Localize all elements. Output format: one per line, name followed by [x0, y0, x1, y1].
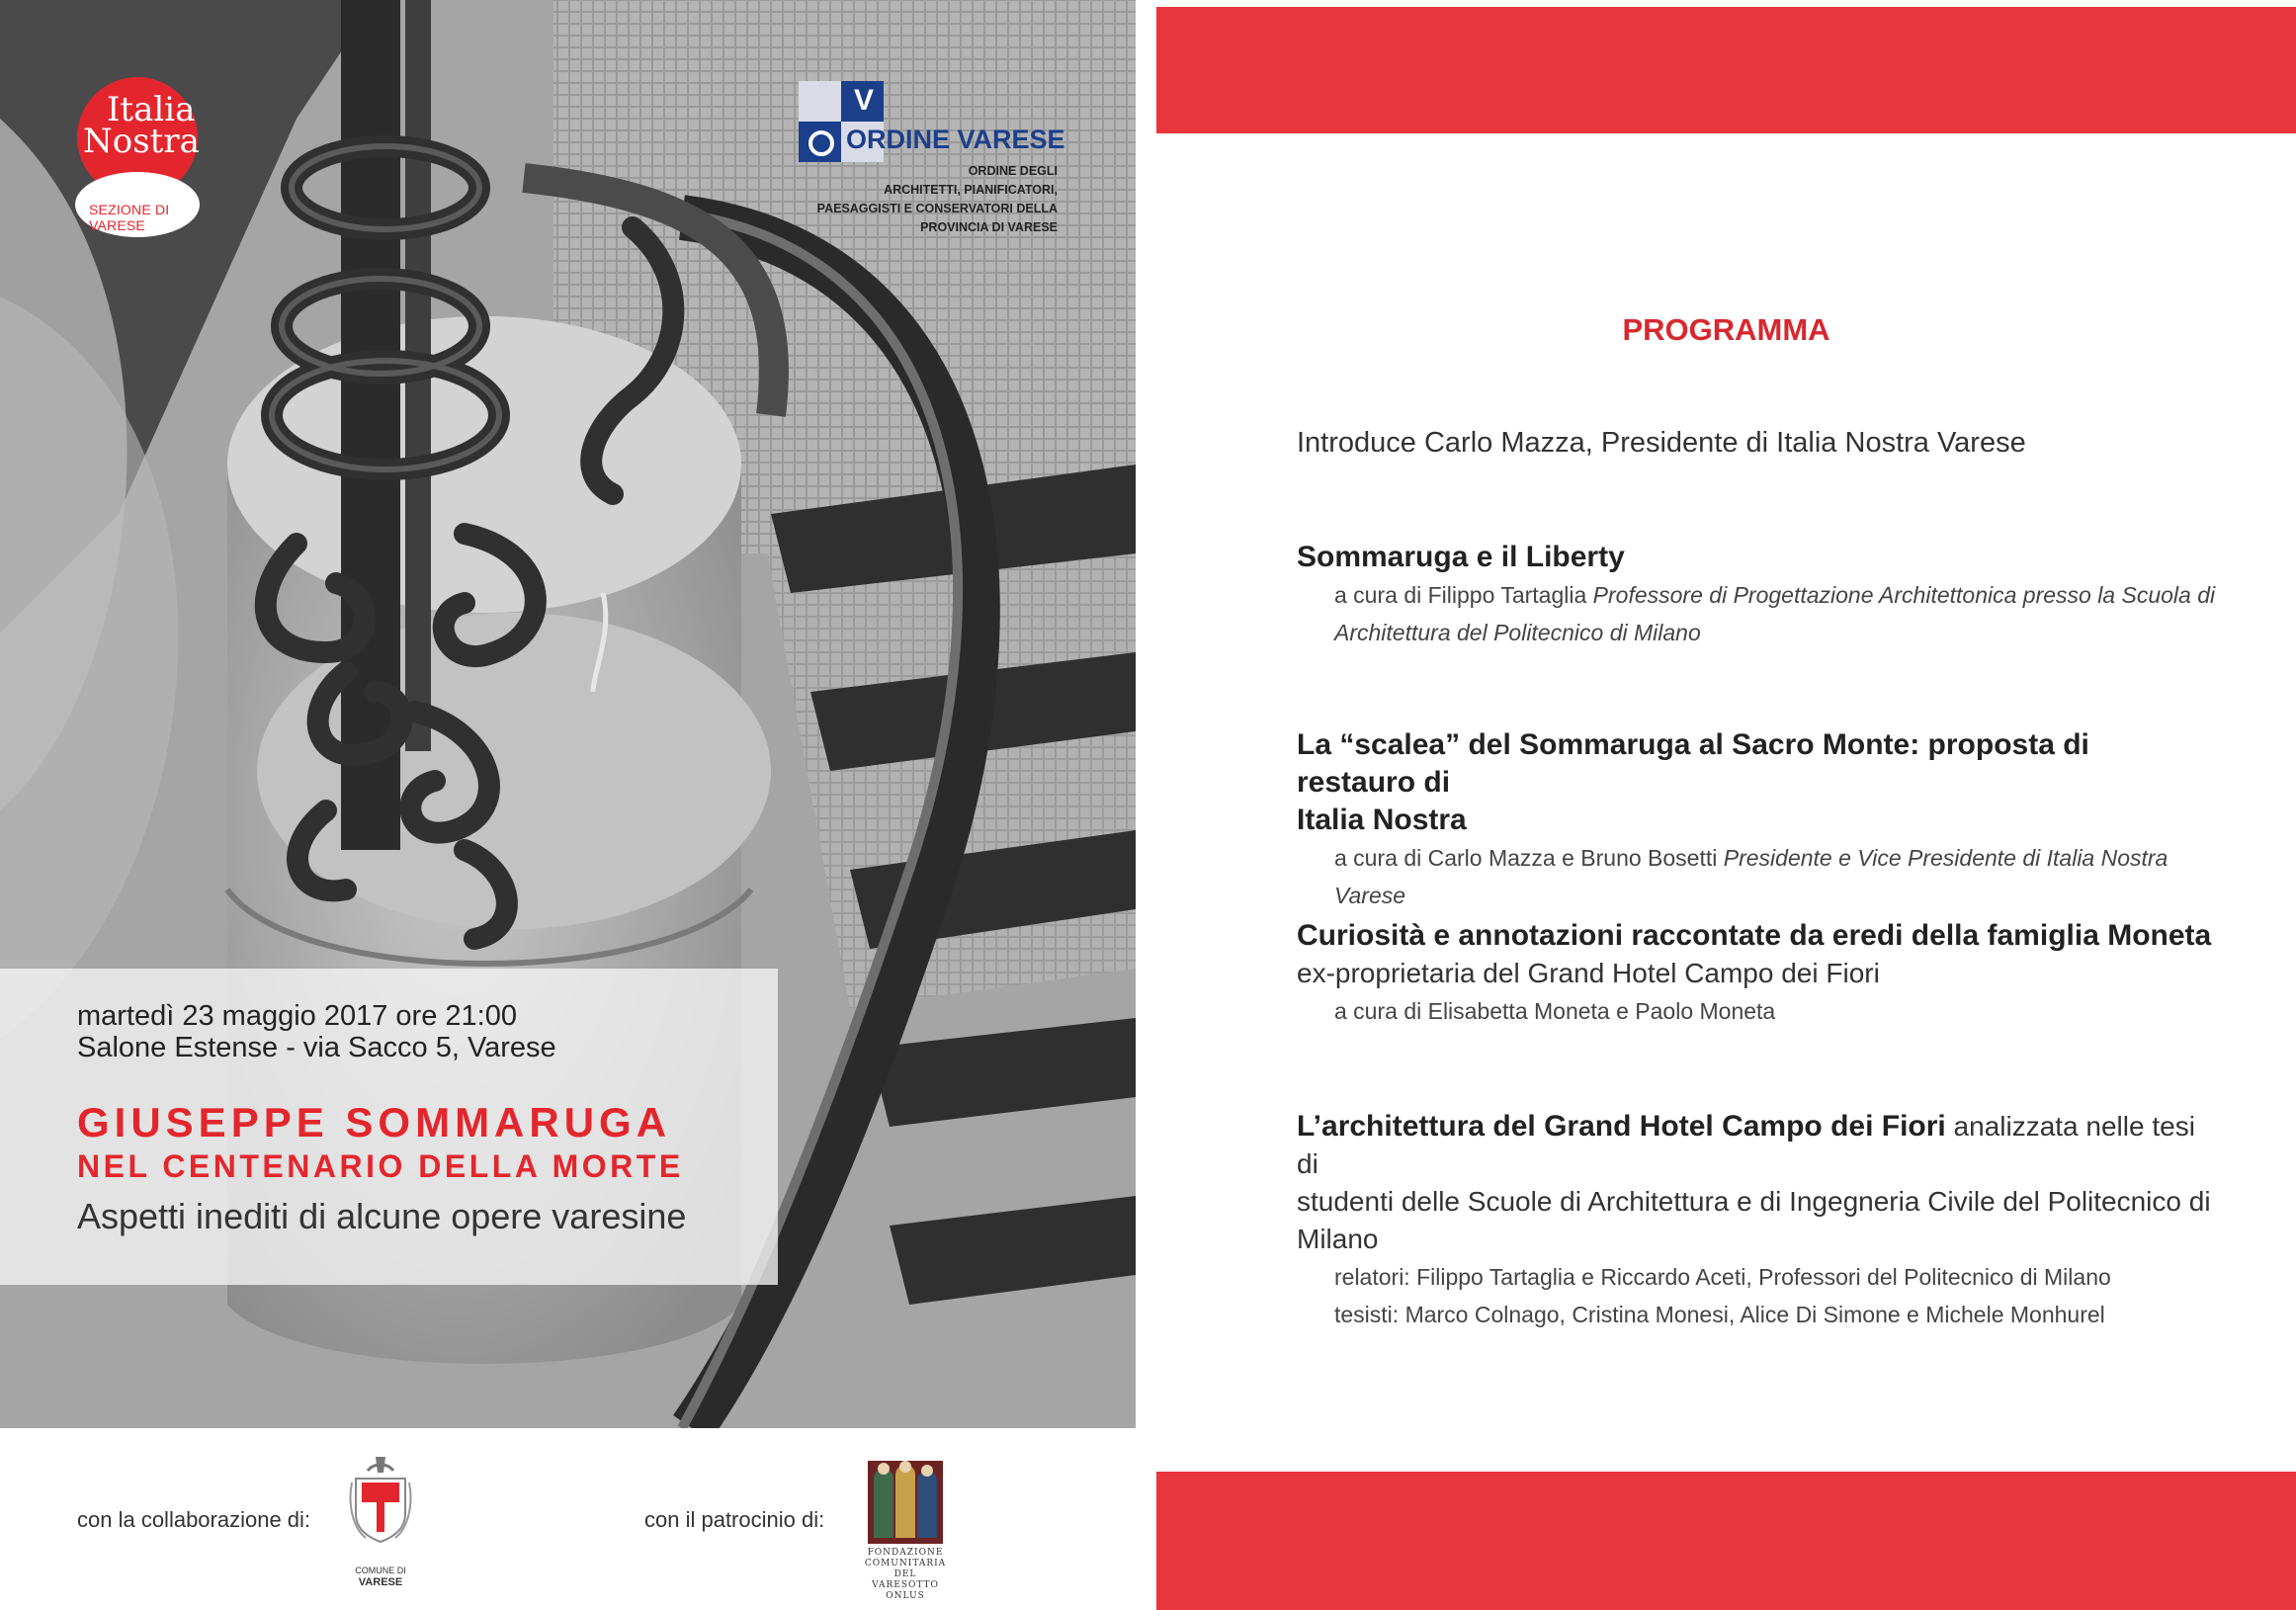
program-item-2 — [1297, 726, 2216, 914]
logo-text-nostra: Nostra — [83, 122, 200, 161]
program-intro: Introduce Carlo Mazza, Presidente di Italia Nostra Varese — [1297, 427, 2026, 459]
event-description: Aspetti inediti di alcune opere varesine — [77, 1196, 687, 1236]
item-4-line2: studenti delle Scuole di Architettura e di Ingegneria Civile del Politecnico di — [1297, 1186, 2211, 1217]
fondazione-comunitaria-logo — [860, 1461, 951, 1601]
varese-logo-line2: VARESE — [358, 1576, 403, 1588]
item-4-tesisti: tesisti: Marco Colnago, Cristina Monesi, Alice Di Simone e Michele Monhurel — [1334, 1302, 2105, 1327]
comune-varese-crest-icon — [346, 1453, 415, 1591]
item-3-speaker: a cura di Elisabetta Moneta e Paolo Moneta — [1334, 998, 1776, 1024]
varese-logo-line1: COMUNE DI — [355, 1566, 406, 1575]
item-3-detail: ex-proprietaria del Grand Hotel Campo dei Fiori — [1297, 958, 1880, 988]
program-item-4 — [1297, 1108, 2216, 1333]
item-4-line3: Milano — [1297, 1224, 1379, 1254]
fondazione-painting-icon — [868, 1461, 943, 1544]
item-2-heading-line2: Italia Nostra — [1297, 804, 1467, 836]
item-4-relatori: relatori: Filippo Tartaglia e Riccardo Aceti, Professori del Politecnico di Milano — [1334, 1264, 2111, 1290]
item-4-heading-line1: L’architettura del Grand Hotel Campo dei Fiori analizzata nelle tesi di — [1297, 1110, 2195, 1179]
italia-nostra-logo — [71, 77, 210, 245]
item-2-heading-line1: La “scalea” del Sommaruga al Sacro Monte: proposta di restauro di — [1297, 728, 2089, 799]
ordine-mark-letter: V — [854, 84, 875, 117]
item-2-speaker: a cura di Carlo Mazza e Bruno Bosetti Presidente e Vice Presidente di Italia Nostra Varese — [1334, 845, 2168, 908]
event-place: Salone Estense - via Sacco 5, Varese — [77, 1032, 556, 1063]
logo-text-sezione: SEZIONE DI VARESE — [89, 202, 170, 233]
ordine-title: ORDINE VARESE — [846, 125, 1065, 154]
program-item-3 — [1297, 917, 2216, 1030]
item-1-speaker-role: Architettura del Politecnico di Milano — [1334, 620, 1701, 645]
event-subtitle: NEL CENTENARIO DELLA MORTE — [77, 1148, 684, 1184]
event-date: martedì 23 maggio 2017 ore 21:00 — [77, 1000, 517, 1032]
item-1-heading: Sommaruga e il Liberty — [1297, 541, 1625, 573]
program-title: PROGRAMMA — [1622, 312, 1830, 347]
ordine-subtitle: ORDINE DEGLI ARCHITETTI, PIANIFICATORI, PAESAGGISTI E CONSERVATORI DELLA PROVINCIA DI VARESE — [816, 164, 1058, 234]
item-1-speaker: a cura di Filippo Tartaglia Professore di Progettazione Architettonica presso la Scuola di — [1334, 582, 2216, 608]
item-3-heading: Curiosità e annotazioni raccontate da eredi della famiglia Moneta — [1297, 919, 2212, 952]
collaboration-label: con la collaborazione di: — [77, 1507, 311, 1532]
logo-text-italia: Italia — [107, 90, 196, 129]
ordine-varese-logo — [799, 81, 1075, 239]
patronage-label: con il patrocinio di: — [644, 1507, 825, 1532]
event-title: GIUSEPPE SOMMARUGA — [77, 1099, 672, 1145]
bottom-red-band — [1156, 1472, 2296, 1610]
fondazione-logo-text: FONDAZIONE COMUNITARIA DEL VARESOTTO ONLUS — [864, 1548, 947, 1601]
program-item-1 — [1297, 539, 2216, 651]
top-red-band — [1156, 7, 2296, 133]
